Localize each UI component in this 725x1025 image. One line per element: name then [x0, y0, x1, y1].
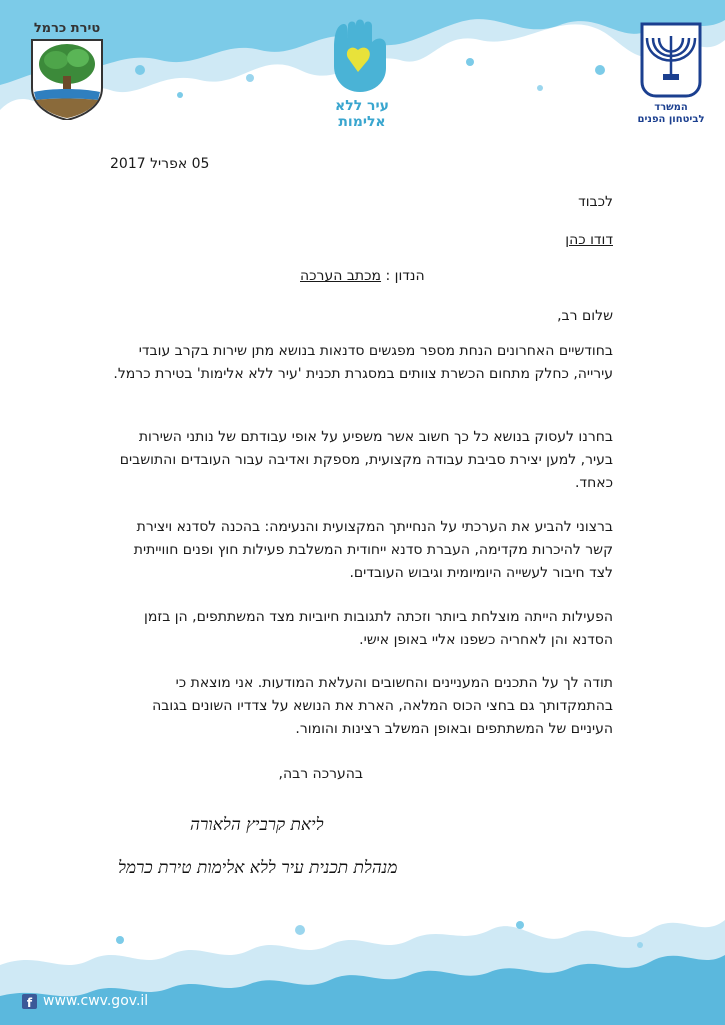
paragraph: בחודשיים האחרונים הנחת מספר מפגשים סדנאות בנושא מתן שירות בקרב עובדי עירייה, כחלק מתחום הכשרת צוותים במסגרת תכנית 'עיר ללא אלימות' בטירת כרמל. — [113, 343, 613, 382]
ministry-name-text: המשרד לביטחון הפנים — [637, 102, 705, 125]
facebook-icon[interactable]: f — [22, 994, 37, 1009]
menorah-emblem-icon — [636, 22, 706, 98]
tree-shield-icon — [26, 36, 108, 120]
recipient-name: דודו כהן — [565, 232, 613, 248]
tirat-carmel-logo — [26, 22, 108, 122]
paragraph: תודה לך על התכנים המעניינים והחשובים והעלאת המודעות. אני מוצאת כי בהתמקדותך גם בחצי הכוס המלאה, הארת את הנושא על צדדיו השונים בגובה העיניים של המשתתפים ובאופן המשלב רצינות והומור. — [152, 675, 613, 737]
tirat-carmel-logo-text: טירת כרמל — [33, 21, 101, 36]
letter-date: 05 אפריל 2017 — [110, 156, 210, 172]
city-without-violence-logo — [326, 18, 398, 130]
recipient-label: לכבוד — [578, 194, 613, 210]
ministry-public-security-logo — [636, 22, 706, 126]
subject-prefix: הנדון : — [385, 268, 425, 284]
hand-heart-icon — [326, 18, 398, 94]
subject-line — [300, 268, 425, 284]
paragraph: הפעילות הייתה מוצלחת ביותר וזכתה לתגובות חיוביות מצד המשתתפים, הן בזמן הסדנא והן לאחריה כשפנו אליי באופן אישי. — [144, 609, 613, 648]
closing-line: בהערכה רבה, — [278, 766, 363, 782]
city-without-violence-text: עיר ללא אלימות — [335, 98, 389, 130]
signature-name: ליאת קרביץ הלאורה — [190, 815, 324, 835]
greeting: שלום רב, — [557, 308, 613, 324]
website-link[interactable]: www.cwv.gov.il — [43, 993, 149, 1009]
paragraph: בחרנו לעסוק בנושא כל כך חשוב אשר משפיע על אופי עבודתם של נותני השירות בעיר, למען יצירת סביבת עבודה מקצועית, מספקת ואדיבה עבור העובדים והתושבים כאחד. — [119, 429, 613, 491]
subject-text: מכתב הערכה — [300, 268, 382, 284]
paragraph: ברצוני להביע את הערכתי על הנחייתך המקצועית והנעימה: בהכנה לסדנא ויצירת קשר להיכרות מקדימה, העברת סדנא ייחודית המשלבת פעילות חוץ ופנים חווייתית לצד חיבור לעשייה היומיומית וגיבוש העובדים. — [133, 519, 613, 581]
signature-title: מנהלת תכנית עיר ללא אלימות טירת כרמל — [118, 858, 398, 878]
footer — [22, 993, 148, 1009]
